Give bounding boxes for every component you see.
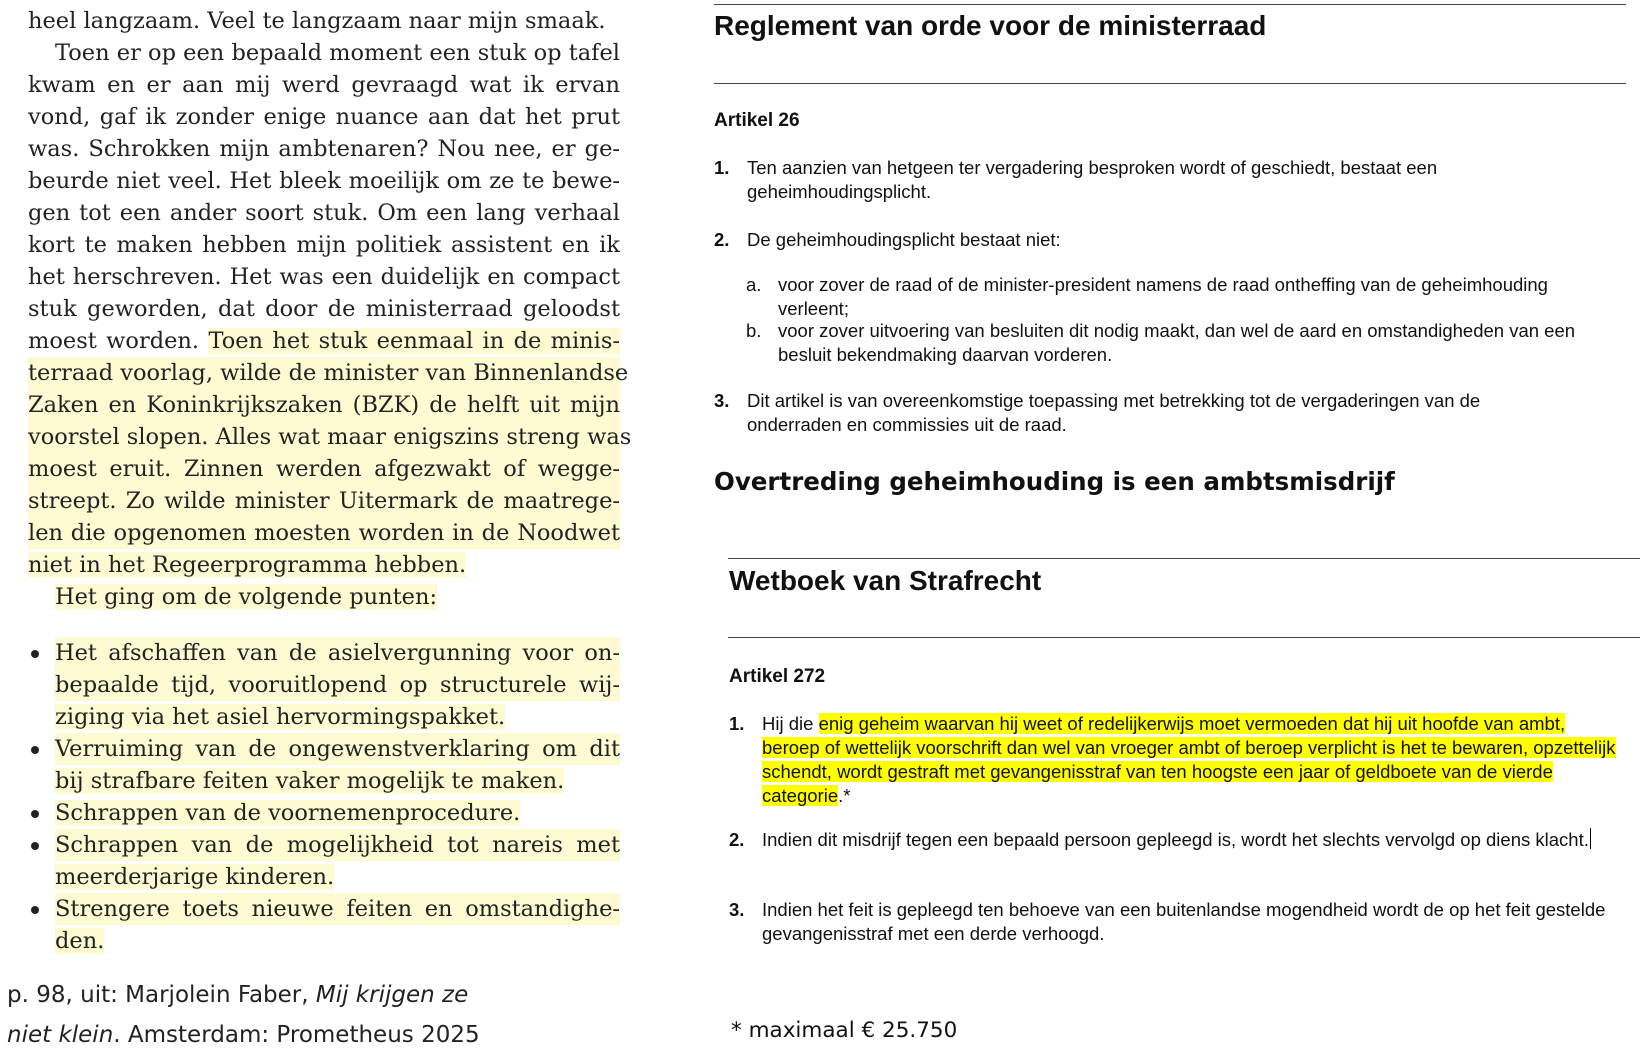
caption-text: p. 98, uit: Marjolein Faber,	[7, 982, 316, 1008]
item-text: Indien het feit is gepleegd ten behoeve van een buitenlandse mogendheid wordt de op het feit gestelde gevangenisstraf met een derde verhoogd.	[762, 899, 1606, 944]
book-excerpt	[28, 5, 632, 957]
highlighted-line: streept. Zo wilde minister Uitermark de maatrege-	[28, 485, 620, 517]
article-item	[729, 898, 1634, 946]
highlighted-text: bij strafbare feiten vaker mogelijk te maken.	[55, 768, 565, 794]
bullet-dot-icon	[31, 906, 39, 914]
book-line: kort te maken hebben mijn politiek assistent en ik	[28, 232, 620, 258]
bullet-line	[55, 765, 620, 797]
book-line: kwam en er aan mij werd gevraagd wat ik ervan	[28, 72, 620, 98]
bullet-line: Schrappen van de mogelijkheid tot nareis met	[55, 829, 620, 861]
subitem-letter: a.	[746, 274, 762, 295]
highlighted-text: meerderjarige kinderen.	[55, 864, 335, 890]
divider	[714, 4, 1626, 5]
bullet-line: Strengere toets nieuwe feiten en omstandighe-	[55, 893, 620, 925]
highlighted-text: Het ging om de volgende punten:	[55, 584, 438, 610]
highlighted-text: Toen het stuk eenmaal in de minis-	[208, 328, 621, 354]
item-text: De geheimhoudingsplicht bestaat niet:	[747, 229, 1061, 250]
book-line: het herschreven. Het was een duidelijk en compact	[28, 264, 620, 290]
highlighted-text: Schrappen van de voornemenprocedure.	[55, 800, 521, 826]
section-heading: Overtreding geheimhouding is een ambtsmisdrijf	[714, 467, 1395, 496]
item-text: Ten aanzien van hetgeen ter vergadering besproken wordt of geschiedt, bestaat een geheimhoudingsplicht.	[747, 157, 1438, 202]
item-number: 3.	[729, 899, 745, 920]
highlighted-line: voorstel slopen. Alles wat maar enigszins streng was	[28, 421, 620, 453]
highlighted-line: len die opgenomen moesten worden in de Noodwet	[28, 517, 620, 549]
bullet-dot-icon	[31, 842, 39, 850]
subitem-text: voor zover uitvoering van besluiten dit nodig maakt, dan wel de aard en omstandigheden van een besluit bekendmaking daarvan vorderen.	[778, 320, 1576, 365]
points-intro	[28, 581, 620, 613]
book-line: stuk geworden, dat door de ministerraad geloodst	[28, 296, 620, 322]
book-line: Toen er op een bepaald moment een stuk op tafel	[55, 40, 620, 66]
article-item	[729, 828, 1634, 852]
highlighted-text: niet in het Regeerprogramma hebben.	[28, 552, 467, 578]
item-text-tail: .*	[838, 785, 851, 806]
bullet-item	[28, 637, 620, 733]
item-number: 1.	[729, 713, 745, 734]
divider	[714, 83, 1626, 84]
article-label: Artikel 26	[714, 110, 800, 131]
bullet-dot-icon	[31, 746, 39, 754]
item-text-body: Indien dit misdrijf tegen een bepaald persoon gepleegd is, wordt het slechts vervolgd op diens klacht.	[762, 829, 1589, 850]
item-text	[729, 712, 1624, 808]
article-item	[729, 712, 1634, 808]
book-line: vond, gaf ik zonder enige nuance aan dat het prut	[28, 104, 620, 130]
subitem-letter: b.	[746, 320, 762, 341]
bullet-dot-icon	[31, 810, 39, 818]
bullet-item	[28, 797, 620, 829]
highlighted-text: ziging via het asiel hervormingspakket.	[55, 704, 506, 730]
subitem-text: voor zover de raad of de minister-president namens de raad ontheffing van de geheimhouding verleent;	[778, 274, 1548, 319]
highlighted-line: Zaken en Koninkrijkszaken (BZK) de helft uit mijn	[28, 389, 620, 421]
bullet-line: Verruiming van de ongewenstverklaring om dit	[55, 733, 620, 765]
caption-title: niet klein	[7, 1022, 114, 1048]
article-item	[714, 156, 1614, 204]
bullet-item	[28, 733, 620, 797]
footnote: * maximaal € 25.750	[731, 1018, 958, 1043]
reglement-title: Reglement van orde voor de ministerraad	[714, 10, 1267, 41]
caption-title: Mij krijgen ze	[315, 982, 469, 1008]
article-item	[714, 389, 1614, 437]
bullet-item	[28, 893, 620, 957]
highlighted-line: moest eruit. Zinnen werden afgezwakt of wegge-	[28, 453, 620, 485]
bullet-line	[55, 797, 620, 829]
bullet-list	[28, 637, 620, 957]
book-line: heel langzaam. Veel te langzaam naar mijn smaak.	[28, 8, 606, 34]
item-text	[729, 828, 1612, 852]
bullet-dot-icon	[31, 650, 39, 658]
item-text-lead: Hij die	[762, 713, 819, 734]
highlighted-text: enig geheim waarvan hij weet of redelijkerwijs moet vermoeden dat hij uit hoofde van ambt, beroep of wettelijk voorschrift dan wel van vroeger ambt of beroep verplicht is het te bewaren, opzettelijk schendt, wordt gestraft met gevangenisstraf van ten hoogste een jaar of geldboete van de vierde categorie	[762, 713, 1616, 806]
book-line: gen tot een ander soort stuk. Om een lang verhaal	[28, 200, 620, 226]
divider	[728, 637, 1640, 638]
highlighted-text: den.	[55, 928, 105, 954]
highlighted-line: terraad voorlag, wilde de minister van Binnenlandse	[28, 357, 620, 389]
book-line-mixed	[28, 325, 620, 357]
bullet-line	[55, 861, 620, 893]
item-number: 3.	[714, 390, 730, 411]
bullet-line	[55, 925, 620, 957]
plain-text: moest worden.	[28, 328, 209, 354]
text-cursor-icon	[1590, 828, 1592, 849]
wetboek-title: Wetboek van Strafrecht	[729, 565, 1042, 596]
item-number: 1.	[714, 157, 730, 178]
article-subitem	[746, 273, 1626, 321]
caption-text: . Amsterdam: Prometheus 2025	[113, 1022, 480, 1048]
bullet-item	[28, 829, 620, 893]
book-line: beurde niet veel. Het bleek moeilijk om ze te bewe-	[28, 168, 620, 194]
item-text: Dit artikel is van overeenkomstige toepassing met betrekking tot de vergaderingen van de onderraden en commissies uit de raad.	[747, 390, 1481, 435]
item-number: 2.	[729, 829, 745, 850]
bullet-line	[55, 701, 620, 733]
book-line: was. Schrokken mijn ambtenaren? Nou nee, er ge-	[28, 136, 620, 162]
bullet-line: Het afschaffen van de asielvergunning voor on-	[55, 637, 620, 669]
article-label: Artikel 272	[729, 666, 826, 687]
article-subitem	[746, 319, 1626, 367]
item-number: 2.	[714, 229, 730, 250]
divider	[728, 558, 1640, 559]
highlighted-line-last	[28, 549, 620, 581]
source-caption	[7, 975, 480, 1055]
bullet-line: bepaalde tijd, vooruitlopend op structurele wij-	[55, 669, 620, 701]
article-item	[714, 228, 1614, 252]
